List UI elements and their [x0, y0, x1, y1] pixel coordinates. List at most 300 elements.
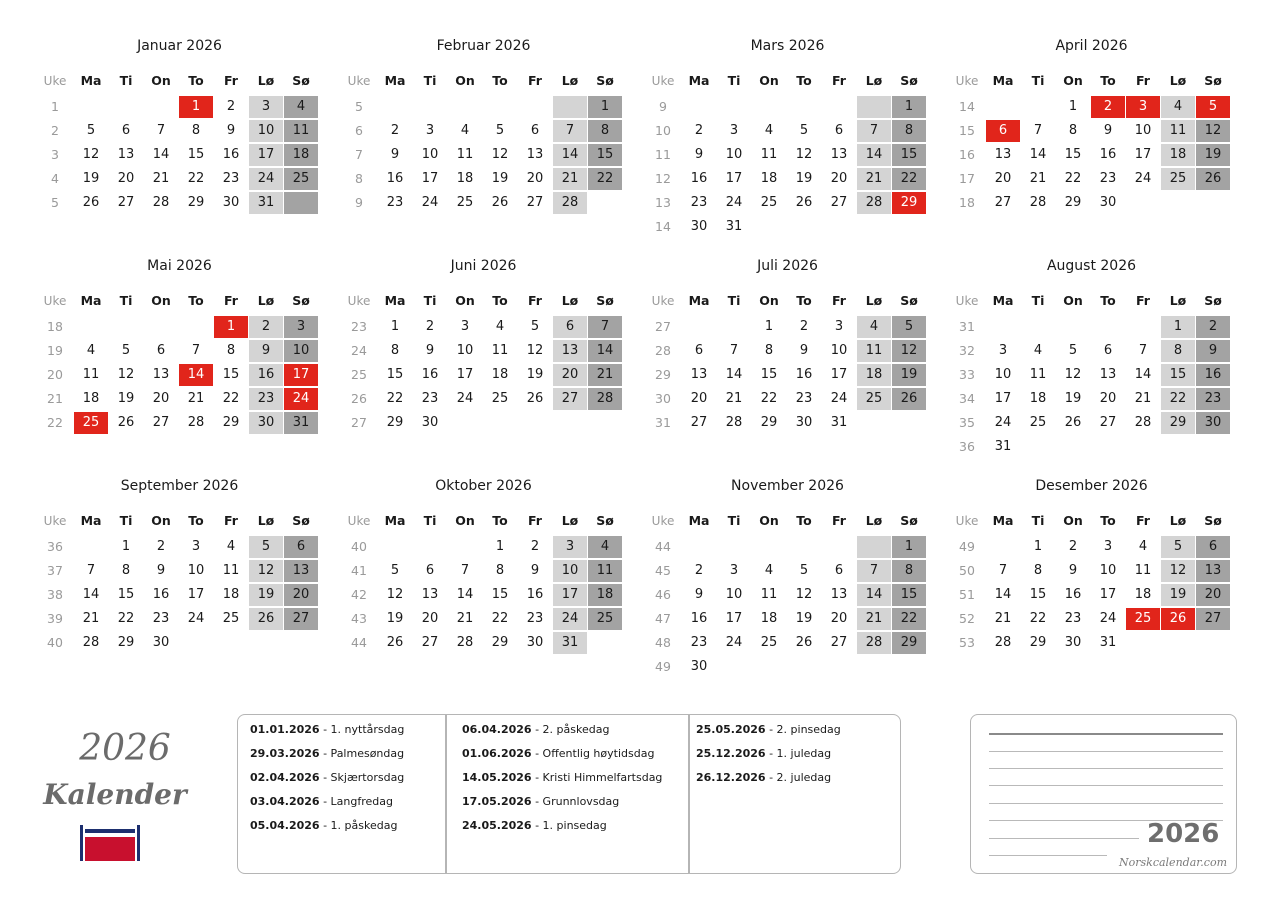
weekday-header: To: [188, 293, 204, 308]
day-cell: 4: [857, 316, 891, 338]
day-cell: 5: [249, 536, 283, 558]
weekday-header: Sø: [596, 293, 614, 308]
day-cell: 23: [795, 391, 813, 406]
day-cell: 29: [222, 415, 240, 430]
day-cell: 15: [1064, 147, 1082, 162]
day-cell: 30: [795, 415, 813, 430]
day-cell: 1: [390, 319, 400, 334]
day-cell: 3: [249, 96, 283, 118]
day-cell: 6: [1103, 343, 1113, 358]
week-number: 8: [355, 171, 363, 186]
weekday-header: Fr: [832, 293, 846, 308]
day-cell: 10: [553, 560, 587, 582]
day-cell: 22: [491, 611, 509, 626]
day-cell: 27: [421, 635, 439, 650]
day-cell: 30: [152, 635, 170, 650]
weekday-header: Ti: [423, 293, 437, 308]
day-cell: 31: [725, 219, 743, 234]
weekday-header: Sø: [292, 73, 310, 88]
week-number: 24: [351, 343, 367, 358]
day-cell: 26: [491, 195, 509, 210]
day-cell: 23: [421, 391, 439, 406]
weekday-header: On: [455, 513, 475, 528]
day-cell: 28: [588, 388, 622, 410]
day-cell: 5: [799, 563, 809, 578]
weekday-header: Lø: [1169, 73, 1187, 88]
weekday-header: Ti: [119, 513, 133, 528]
day-cell: 20: [553, 364, 587, 386]
day-cell: 12: [491, 147, 509, 162]
day-cell: 15: [760, 367, 778, 382]
week-number: 23: [351, 319, 367, 334]
holiday-date: 26.12.2026: [696, 771, 766, 784]
day-cell: 14: [152, 147, 170, 162]
holiday-date: 05.04.2026: [250, 819, 320, 832]
month-title: Mai 2026: [147, 258, 212, 274]
weekend-fill: [284, 192, 318, 214]
day-cell: 15: [1161, 364, 1195, 386]
day-cell: 13: [284, 560, 318, 582]
day-cell: 30: [1064, 635, 1082, 650]
holiday-entry: [250, 721, 404, 745]
holiday-column-divider: [688, 715, 690, 873]
day-cell: 9: [799, 343, 809, 358]
day-cell: 15: [892, 584, 926, 606]
weekday-header: Ma: [80, 513, 102, 528]
weekday-header: Fr: [224, 73, 238, 88]
day-cell: 19: [795, 171, 813, 186]
day-cell: 21: [994, 611, 1012, 626]
day-cell: 29: [760, 415, 778, 430]
day-cell: 3: [284, 316, 318, 338]
day-cell: 30: [1196, 412, 1230, 434]
notes-year: 2026: [1147, 819, 1220, 849]
weekday-header: Ma: [688, 73, 710, 88]
day-cell: 1: [588, 96, 622, 118]
day-cell: 24: [187, 611, 205, 626]
holiday-entry: [250, 745, 404, 769]
day-cell: 27: [526, 195, 544, 210]
holiday-entry: [696, 721, 841, 745]
day-cell: 17: [284, 364, 318, 386]
day-cell: 17: [1099, 587, 1117, 602]
week-number: 13: [655, 195, 671, 210]
day-cell: 7: [191, 343, 201, 358]
day-cell: 8: [495, 563, 505, 578]
week-number: 4: [51, 171, 59, 186]
day-cell: 18: [284, 144, 318, 166]
day-cell: 28: [994, 635, 1012, 650]
holiday-name: - 2. juledag: [765, 771, 832, 784]
weekday-header: Ma: [80, 293, 102, 308]
day-cell: 22: [892, 168, 926, 190]
note-line: [989, 751, 1223, 752]
day-cell: 1: [1033, 539, 1043, 554]
day-cell: 11: [491, 343, 509, 358]
holiday-name: - Langfredag: [319, 795, 394, 808]
day-cell: 24: [830, 391, 848, 406]
day-cell: 20: [152, 391, 170, 406]
day-cell: 25: [588, 608, 622, 630]
day-cell: 28: [1029, 195, 1047, 210]
day-cell: 4: [1138, 539, 1148, 554]
day-cell: 5: [530, 319, 540, 334]
weekday-header: On: [151, 293, 171, 308]
day-cell: 26: [795, 195, 813, 210]
notes-box: [970, 714, 1237, 874]
day-cell: 29: [187, 195, 205, 210]
day-cell: 14: [1134, 367, 1152, 382]
day-cell: 10: [284, 340, 318, 362]
day-cell: 23: [690, 635, 708, 650]
day-cell: 16: [526, 587, 544, 602]
day-cell: 12: [1161, 560, 1195, 582]
week-number: 14: [655, 219, 671, 234]
site-name: Norskcalendar.com: [1119, 856, 1228, 869]
week-number: 28: [655, 343, 671, 358]
day-cell: 14: [857, 144, 891, 166]
week-number: 10: [655, 123, 671, 138]
day-cell: 28: [82, 635, 100, 650]
day-cell: 7: [729, 343, 739, 358]
day-cell: 10: [456, 343, 474, 358]
weekday-header: Sø: [292, 293, 310, 308]
day-cell: 2: [799, 319, 809, 334]
week-number: 41: [351, 563, 367, 578]
day-cell: 31: [830, 415, 848, 430]
day-cell: 20: [526, 171, 544, 186]
day-cell: 22: [222, 391, 240, 406]
day-cell: 6: [425, 563, 435, 578]
day-cell: 3: [553, 536, 587, 558]
day-cell: 17: [456, 367, 474, 382]
week-number: 39: [47, 611, 63, 626]
day-cell: 28: [456, 635, 474, 650]
day-cell: 5: [86, 123, 96, 138]
week-number: 9: [355, 195, 363, 210]
day-cell: 25: [1126, 608, 1160, 630]
day-cell: 21: [857, 168, 891, 190]
day-cell: 13: [994, 147, 1012, 162]
weekday-header: Lø: [1169, 293, 1187, 308]
day-cell: 9: [694, 147, 704, 162]
week-number: 18: [959, 195, 975, 210]
day-cell: 12: [1064, 367, 1082, 382]
weekday-header: Ti: [119, 293, 133, 308]
day-cell: 14: [725, 367, 743, 382]
weekday-header: Fr: [528, 513, 542, 528]
day-cell: 19: [892, 364, 926, 386]
day-cell: 26: [386, 635, 404, 650]
holiday-date: 24.05.2026: [462, 819, 532, 832]
day-cell: 24: [725, 195, 743, 210]
day-cell: 4: [460, 123, 470, 138]
day-cell: 19: [386, 611, 404, 626]
day-cell: 7: [588, 316, 622, 338]
week-number: 36: [47, 539, 63, 554]
day-cell: 14: [1029, 147, 1047, 162]
day-cell: 10: [187, 563, 205, 578]
day-cell: 17: [421, 171, 439, 186]
day-cell: 16: [1196, 364, 1230, 386]
note-line: [989, 785, 1223, 786]
holiday-name: - 2. påskedag: [531, 723, 610, 736]
holiday-entry: [462, 817, 662, 841]
day-cell: 20: [421, 611, 439, 626]
month-title: Juli 2026: [757, 258, 818, 274]
holiday-entry: [250, 817, 404, 841]
month-title: April 2026: [1055, 38, 1128, 54]
day-cell: 9: [156, 563, 166, 578]
weekday-header: On: [1063, 293, 1083, 308]
week-header: Uke: [651, 74, 675, 88]
week-number: 31: [959, 319, 975, 334]
day-cell: 11: [857, 340, 891, 362]
day-cell: 21: [187, 391, 205, 406]
day-cell: 11: [284, 120, 318, 142]
holiday-name: - Offentlig høytidsdag: [531, 747, 655, 760]
day-cell: 21: [588, 364, 622, 386]
day-cell: 22: [1161, 388, 1195, 410]
day-cell: 26: [526, 391, 544, 406]
day-cell: 1: [892, 96, 926, 118]
day-cell: 23: [1196, 388, 1230, 410]
month-title: November 2026: [731, 478, 844, 494]
day-cell: 16: [249, 364, 283, 386]
day-cell: 17: [994, 391, 1012, 406]
day-cell: 2: [390, 123, 400, 138]
weekday-header: On: [455, 293, 475, 308]
weekday-header: Ma: [688, 513, 710, 528]
day-cell: 11: [1161, 120, 1195, 142]
day-cell: 4: [764, 123, 774, 138]
day-cell: 27: [690, 415, 708, 430]
day-cell: 17: [187, 587, 205, 602]
day-cell: 2: [694, 563, 704, 578]
day-cell: 23: [386, 195, 404, 210]
day-cell: 18: [222, 587, 240, 602]
weekday-header: Ti: [727, 513, 741, 528]
day-cell: 13: [526, 147, 544, 162]
weekday-header: Ti: [119, 73, 133, 88]
holiday-entry: [462, 793, 662, 817]
weekday-header: Lø: [561, 513, 579, 528]
weekday-header: Lø: [257, 73, 275, 88]
day-cell: 16: [222, 147, 240, 162]
day-cell: 9: [1068, 563, 1078, 578]
day-cell: 9: [1196, 340, 1230, 362]
weekend-fill: [857, 536, 891, 558]
day-cell: 2: [530, 539, 540, 554]
day-cell: 11: [456, 147, 474, 162]
day-cell: 25: [222, 611, 240, 626]
week-number: 25: [351, 367, 367, 382]
day-cell: 26: [1161, 608, 1195, 630]
day-cell: 23: [690, 195, 708, 210]
day-cell: 4: [764, 563, 774, 578]
day-cell: 31: [994, 439, 1012, 454]
week-number: 43: [351, 611, 367, 626]
holiday-column: [696, 721, 841, 793]
week-header: Uke: [651, 514, 675, 528]
day-cell: 11: [1029, 367, 1047, 382]
day-cell: 1: [892, 536, 926, 558]
holiday-entry: [696, 745, 841, 769]
day-cell: 20: [117, 171, 135, 186]
weekday-header: On: [759, 513, 779, 528]
day-cell: 27: [1196, 608, 1230, 630]
day-cell: 23: [222, 171, 240, 186]
day-cell: 16: [795, 367, 813, 382]
weekday-header: Ti: [1031, 513, 1045, 528]
day-cell: 6: [986, 120, 1020, 142]
week-number: 27: [351, 415, 367, 430]
week-number: 50: [959, 563, 975, 578]
day-cell: 18: [1134, 587, 1152, 602]
day-cell: 7: [156, 123, 166, 138]
day-cell: 12: [249, 560, 283, 582]
day-cell: 20: [1099, 391, 1117, 406]
day-cell: 16: [1099, 147, 1117, 162]
day-cell: 10: [725, 587, 743, 602]
day-cell: 14: [456, 587, 474, 602]
day-cell: 20: [284, 584, 318, 606]
week-header: Uke: [43, 514, 67, 528]
day-cell: 12: [795, 587, 813, 602]
weekday-header: Ma: [80, 73, 102, 88]
day-cell: 16: [386, 171, 404, 186]
week-number: 52: [959, 611, 975, 626]
day-cell: 18: [1029, 391, 1047, 406]
holiday-date: 03.04.2026: [250, 795, 320, 808]
weekday-header: On: [759, 293, 779, 308]
holiday-name: - 1. nyttårsdag: [319, 723, 405, 736]
week-header: Uke: [955, 74, 979, 88]
day-cell: 27: [994, 195, 1012, 210]
day-cell: 29: [1029, 635, 1047, 650]
day-cell: 30: [690, 659, 708, 674]
weekday-header: On: [151, 513, 171, 528]
day-cell: 29: [1064, 195, 1082, 210]
day-cell: 9: [1103, 123, 1113, 138]
day-cell: 30: [222, 195, 240, 210]
day-cell: 15: [588, 144, 622, 166]
day-cell: 13: [830, 147, 848, 162]
day-cell: 27: [1099, 415, 1117, 430]
weekday-header: Fr: [1136, 513, 1150, 528]
week-number: 7: [355, 147, 363, 162]
day-cell: 13: [421, 587, 439, 602]
day-cell: 16: [421, 367, 439, 382]
day-cell: 24: [553, 608, 587, 630]
day-cell: 2: [1068, 539, 1078, 554]
day-cell: 6: [1196, 536, 1230, 558]
day-cell: 13: [690, 367, 708, 382]
day-cell: 28: [187, 415, 205, 430]
day-cell: 16: [690, 611, 708, 626]
day-cell: 14: [553, 144, 587, 166]
weekday-header: To: [188, 73, 204, 88]
day-cell: 9: [530, 563, 540, 578]
day-cell: 16: [1064, 587, 1082, 602]
day-cell: 24: [1134, 171, 1152, 186]
week-number: 20: [47, 367, 63, 382]
week-number: 34: [959, 391, 975, 406]
week-number: 46: [655, 587, 671, 602]
day-cell: 6: [284, 536, 318, 558]
day-cell: 26: [249, 608, 283, 630]
note-line: [989, 838, 1139, 839]
day-cell: 1: [495, 539, 505, 554]
day-cell: 18: [588, 584, 622, 606]
week-number: 22: [47, 415, 63, 430]
day-cell: 24: [249, 168, 283, 190]
weekday-header: To: [796, 73, 812, 88]
day-cell: 4: [86, 343, 96, 358]
weekday-header: On: [455, 73, 475, 88]
holiday-date: 02.04.2026: [250, 771, 320, 784]
holiday-name: - 1. påskedag: [319, 819, 398, 832]
holiday-name: - 2. pinsedag: [765, 723, 841, 736]
week-number: 47: [655, 611, 671, 626]
day-cell: 8: [1068, 123, 1078, 138]
day-cell: 11: [760, 587, 778, 602]
week-header: Uke: [955, 514, 979, 528]
day-cell: 22: [1064, 171, 1082, 186]
day-cell: 21: [1134, 391, 1152, 406]
weekday-header: Sø: [900, 293, 918, 308]
holiday-name: - Kristi Himmelfartsdag: [531, 771, 663, 784]
day-cell: 8: [588, 120, 622, 142]
day-cell: 18: [82, 391, 100, 406]
week-number: 30: [655, 391, 671, 406]
weekday-header: Lø: [561, 293, 579, 308]
day-cell: 31: [1099, 635, 1117, 650]
day-cell: 10: [725, 147, 743, 162]
weekday-header: Ma: [992, 293, 1014, 308]
day-cell: 16: [152, 587, 170, 602]
weekday-header: To: [492, 293, 508, 308]
day-cell: 27: [830, 635, 848, 650]
day-cell: 25: [1161, 168, 1195, 190]
day-cell: 25: [456, 195, 474, 210]
day-cell: 28: [857, 632, 891, 654]
day-cell: 28: [725, 415, 743, 430]
holiday-name: - Palmesøndag: [319, 747, 405, 760]
weekday-header: To: [796, 293, 812, 308]
weekday-header: Ma: [992, 513, 1014, 528]
day-cell: 12: [117, 367, 135, 382]
day-cell: 6: [121, 123, 131, 138]
day-cell: 25: [857, 388, 891, 410]
day-cell: 4: [1161, 96, 1195, 118]
day-cell: 9: [425, 343, 435, 358]
weekday-header: Ma: [384, 73, 406, 88]
holiday-date: 14.05.2026: [462, 771, 532, 784]
week-number: 9: [659, 99, 667, 114]
day-cell: 21: [1029, 171, 1047, 186]
week-number: 36: [959, 439, 975, 454]
day-cell: 8: [764, 343, 774, 358]
day-cell: 9: [226, 123, 236, 138]
week-number: 35: [959, 415, 975, 430]
day-cell: 22: [760, 391, 778, 406]
weekday-header: Lø: [865, 513, 883, 528]
day-cell: 25: [760, 195, 778, 210]
day-cell: 26: [1064, 415, 1082, 430]
day-cell: 7: [86, 563, 96, 578]
day-cell: 17: [553, 584, 587, 606]
